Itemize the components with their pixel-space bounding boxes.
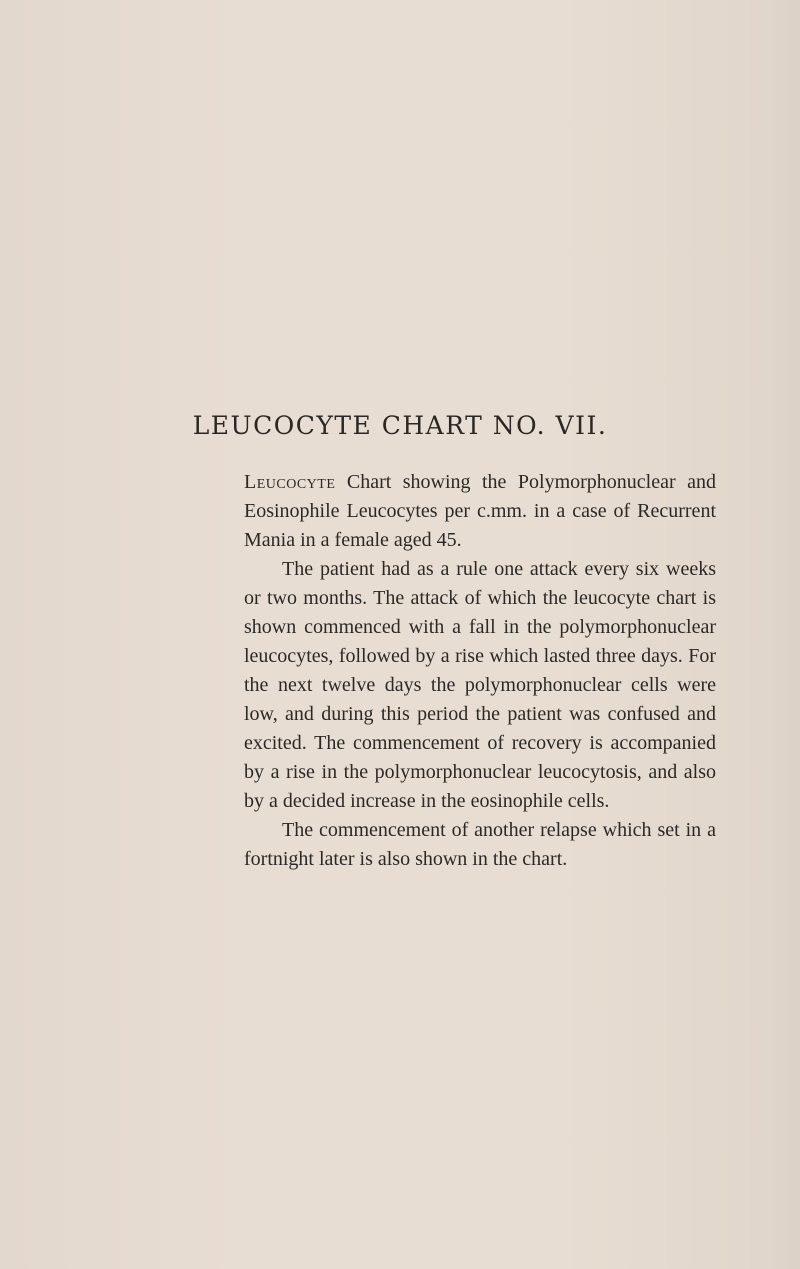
- body-text: [244, 468, 716, 874]
- paragraph-1: The patient had as a rule one attack every six weeks or two months. The attack of which the leucocyte chart is shown commenced with a fall in the polymorphonuclear leucocytes, followed by a rise which lasted three days. For the next twelve days the polymorphonuclear cells were low, and during this period the patient was confused and excited. The commencement of recovery is accompanied by a rise in the polymorphonuclear leucocytosis, and also by a decided increase in the eosinophile cells.: [244, 558, 716, 812]
- intro-lead-word: Leucocyte: [244, 471, 336, 493]
- intro-text: Chart showing the Polymorphonuclear and Eosinophile Leucocytes per c.mm. in a case of Recurrent Mania in a female aged 45.: [244, 471, 716, 551]
- page-title: LEUCOCYTE CHART NO. VII.: [192, 411, 608, 440]
- intro-paragraph: [244, 468, 716, 555]
- paragraph-2: The commencement of another relapse which set in a fortnight later is also shown in the chart.: [244, 819, 716, 870]
